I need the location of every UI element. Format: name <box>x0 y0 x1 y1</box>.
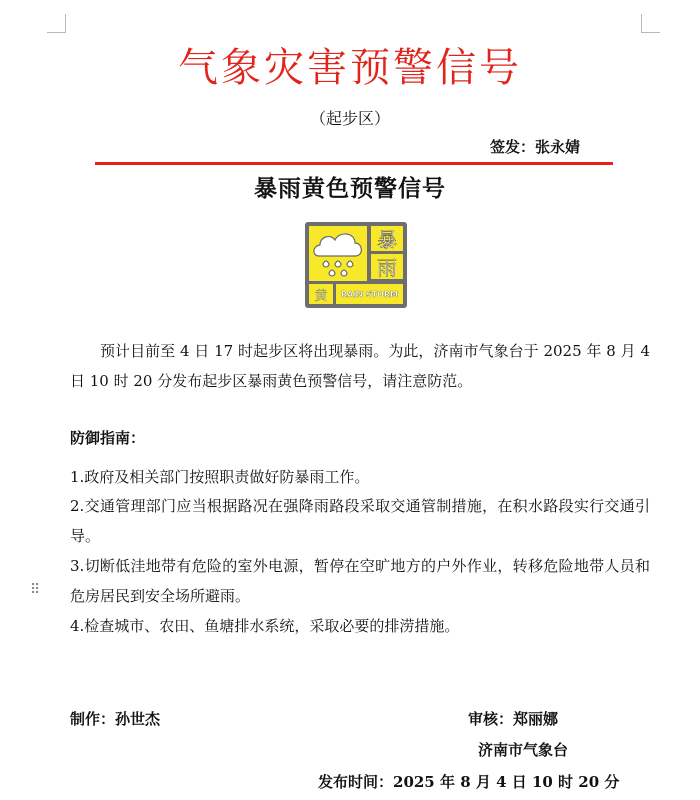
main-title: 气象灾害预警信号 <box>178 45 522 91</box>
issuer <box>490 136 580 157</box>
page-corner-mark-top-right <box>641 14 660 33</box>
warning-title: 暴雨黄色预警信号 <box>254 175 446 202</box>
guide-heading: 防御指南： <box>70 429 146 447</box>
reviewer-line: 审核：郑丽娜 <box>468 710 559 728</box>
signal-level-char: 黄 <box>309 284 333 304</box>
warning-paragraph: 预计目前至 4 日 17 时起步区将出现暴雨。为此，济南市气象台于 2025 年 8 月 4 日 10 时 20 分发布起步区暴雨黄色预警信号，请注意防范。 <box>70 342 650 390</box>
page-corner-mark-top-left <box>47 14 66 33</box>
drag-handle-icon[interactable]: ⠿ <box>30 582 41 598</box>
issuer-name: 张永婧 <box>535 138 581 156</box>
rain-cloud-icon <box>309 226 367 281</box>
signal-english-label: RAIN STORM <box>336 284 403 304</box>
guide-item-4: 4.检查城市、农田、鱼塘排水系统，采取必要的排涝措施。 <box>70 617 460 635</box>
signal-char-bottom: 雨 <box>371 254 403 279</box>
signal-char-top: 暴 <box>371 226 403 251</box>
issuer-label: 签发： <box>490 138 536 156</box>
publish-time: 发布时间：2025 年 8 月 4 日 10 时 20 分 <box>318 773 620 791</box>
maker-line: 制作：孙世杰 <box>70 710 161 728</box>
guide-item-2: 2.交通管理部门应当根据路况在强降雨路段采取交通管制措施，在积水路段实行交通引导。 <box>70 497 650 545</box>
guide-item-1: 1.政府及相关部门按照职责做好防暴雨工作。 <box>70 468 370 486</box>
rainstorm-yellow-signal-icon <box>305 222 407 308</box>
red-divider <box>95 162 613 165</box>
guide-item-3: 3.切断低洼地带有危险的室外电源，暂停在空旷地方的户外作业，转移危险地带人员和危房居民到安全场所避雨。 <box>70 557 650 605</box>
region-label: （起步区） <box>309 109 390 128</box>
organization-name: 济南市气象台 <box>478 741 569 759</box>
